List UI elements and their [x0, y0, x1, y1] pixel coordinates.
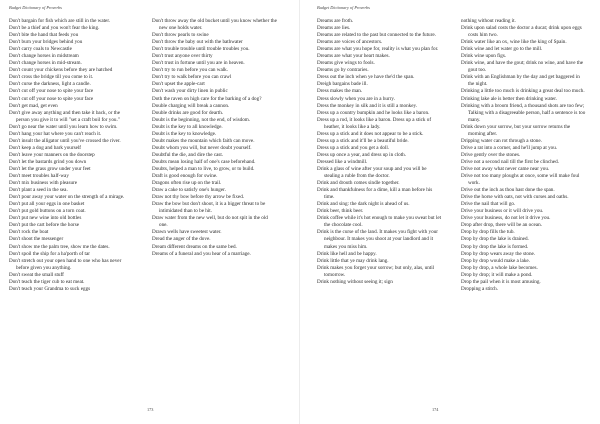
proverb-entry: Don't let the bastards grind you down: [9, 158, 87, 165]
proverb-entry: Drink water like an ox, wine like the king of Spain.: [461, 39, 567, 46]
proverb-column-2: [152, 18, 277, 258]
proverb-entry: Don't change horses in mid-stream.: [9, 60, 82, 67]
proverb-entry: Dread the anger of the dove.: [152, 236, 211, 243]
proverb-entry: Don't hang your hat where you can't reach it.: [9, 130, 102, 137]
proverb-entry: Dragons often rise up on the trail.: [152, 180, 222, 187]
proverb-entry: Drawn wells have sweetest water.: [152, 229, 222, 236]
proverb-entry: Drink beer, think beer.: [317, 208, 364, 215]
proverb-entry: Drink wine upon figs.: [461, 53, 507, 60]
proverb-entry: Drive the horse with oats, not with curses and oaths.: [461, 194, 569, 201]
page-number: 173: [147, 407, 154, 412]
proverb-entry: Drink and drouth comes sindle together.: [317, 180, 400, 187]
proverb-entry: Dreams are froth.: [317, 18, 354, 24]
proverb-entry: Don't stretch out your open hand to one who has never before given you anything.: [9, 257, 122, 271]
proverb-entry: Don't insult the alligator until you've crossed the river.: [9, 137, 121, 144]
proverb-entry: Dreigh bargains bade ill.: [317, 81, 368, 88]
proverb-entry: Don't let the grass grow under your feet: [9, 165, 91, 172]
proverb-entry: Dreams are lies.: [317, 25, 351, 32]
proverb-entry: Don't give away anything and then take it back, or the person you give it to will "set a craft boil for you.": [9, 109, 120, 123]
proverb-entry: Drink down your sorrow, but your sorrow returns the morning after.: [461, 123, 571, 137]
proverb-entry: Dressed like a windmill.: [317, 158, 368, 165]
proverb-entry: Drink nothing without seeing it; sign: [317, 278, 393, 285]
proverb-entry: Doubts mean losing half of one's case beforehand.: [152, 158, 256, 165]
proverb-entry: Drive gently over the stones.: [461, 151, 521, 158]
proverb-entry: Dress makes the man.: [317, 88, 363, 95]
proverb-entry: Doth the raven on high care for the barking of a dog?: [152, 95, 262, 102]
proverb-entry: Dress up once a year, and dress up in cloth.: [317, 151, 407, 158]
running-head: Budget Dictionary of Proverbs: [317, 5, 370, 10]
proverb-entry: Dress up a country bumpkin and he looks like a baron.: [317, 109, 430, 116]
proverb-entry: Double drinks are good for dearth.: [152, 109, 224, 116]
proverb-entry: Dress slowly when you are in a hurry.: [317, 95, 395, 102]
proverb-entry: Draw a cake to satisfy one's hunger.: [152, 187, 226, 194]
proverb-entry: Drop by drop, a whole lake becomes.: [461, 264, 538, 271]
proverb-entry: Drop after drop, there will be an ocean.: [461, 222, 542, 229]
proverb-entry: Doubtful the die, and dire the cast.: [152, 151, 224, 158]
proverb-entry: Don't show me the palm tree, show me the dates.: [9, 243, 110, 250]
proverb-entry: Double charging will break a cannon.: [152, 102, 230, 109]
proverb-entry: Don't put new wine into old bottles: [9, 215, 82, 222]
proverb-entry: Don't mix business with pleasure: [9, 180, 78, 187]
proverb-entry: Draw water from the new well, but do not spit in the old one.: [152, 215, 268, 229]
proverb-entry: Drink makes you forget your sorrow; but only, alas, until tomorrow.: [317, 264, 435, 278]
proverb-column-2: [461, 18, 586, 293]
proverb-entry: Dress up a stick and you get a doll.: [317, 144, 390, 151]
proverb-entry: Draw the bow but don't shoot, it is a bigger threat to be intimidated than to be hit.: [152, 201, 266, 215]
proverb-entry: Don't rock the boat: [9, 229, 49, 236]
proverb-entry: Don't count your chickens before they are hatched: [9, 67, 113, 74]
proverb-entry: Drinking lake ale is better then drinking water.: [461, 95, 557, 102]
proverb-entry: Don't trouble trouble until trouble troubles you.: [152, 46, 250, 53]
proverb-entry: Drink little that ye may drink lang.: [317, 257, 389, 264]
proverb-entry: Don't cross the bridge till you come to it.: [9, 74, 94, 81]
proverb-entry: Drink a glass of wine after your soup and you will be stealing a ruble from the doctor.: [317, 165, 427, 180]
proverb-entry: Don't shoot the messenger: [9, 236, 64, 243]
proverb-entry: Don't keep a dog and bark yourself: [9, 144, 82, 151]
proverb-entry: Dreams are what your heart makes.: [317, 53, 390, 60]
proverb-entry: Don't throw away the old bucket until you know whether the new one holds water.: [152, 18, 277, 32]
proverb-entry: Dress out the inch when ye have the'd the span.: [317, 74, 415, 81]
proverb-entry: Dress up a rod, it looks like a baron. Dress up a stick of heather, it looks like a lady.: [317, 116, 432, 130]
running-head: Budget Dictionary of Proverbs: [9, 5, 62, 10]
proverb-entry: Drop the pail when it is most amusing.: [461, 278, 541, 285]
proverb-entry: Drink with an Englishman by the day and get baggered in the night.: [461, 74, 580, 88]
proverb-entry: Dreams go by contraries.: [317, 67, 369, 74]
proverb-entry: Dreams are voices of ancestors.: [317, 39, 383, 46]
proverb-entry: Drop by drop; it will make a pond.: [461, 271, 533, 278]
proverb-entry: Drink upon salad costs the doctor a ducat; drink upon eggs costs him two.: [461, 25, 582, 39]
proverb-entry: Drive a rat into a corner, and he'll jump at you.: [461, 144, 558, 151]
proverb-entry: Don't trust anyone over thirty: [152, 53, 213, 60]
proverb-entry: Drive your business, do not let it drive you.: [461, 215, 551, 222]
proverb-entry: Don't put all your eggs in one basket: [9, 201, 85, 208]
proverb-entry: Doubt makes the mountain which faith can move.: [152, 137, 255, 144]
proverb-entry: Drive not too many ploughs at once, some will make foul work.: [461, 173, 580, 187]
proverb-entry: Drink wine, and have the gout; drink no wine, and have the gout too.: [461, 60, 584, 74]
proverb-entry: Don't meet troubles half-way: [9, 173, 69, 180]
proverb-entry: Don't upset the apple-cart: [152, 81, 205, 88]
proverb-entry: Doubts, helped a man to live, to grow, or to build.: [152, 165, 255, 172]
proverb-entry: Drop by drop the lake is drained.: [461, 236, 529, 243]
proverb-entry: Drive not a second nail till the first be clinched.: [461, 158, 559, 165]
proverb-entry: Drink wine and let water go to the mill.: [461, 46, 543, 53]
proverb-entry: Don't throw pearls to swine: [152, 32, 209, 39]
proverb-entry: Don't try to walk before you can crawl: [152, 74, 232, 81]
proverb-entry: Dripping water can rot through a stone.: [461, 137, 542, 144]
proverb-entry: Drive the nail that will go.: [461, 201, 516, 208]
proverb-entry: Don't wash your dirty linen in public: [152, 88, 228, 95]
proverb-entry: Dress up a stick and it'll be a beautiful bride.: [317, 137, 409, 144]
proverb-entry: Drop by drop would make a lake.: [461, 257, 530, 264]
proverb-column-1: [317, 18, 442, 286]
proverb-entry: Don't bargain for fish which are still in the water.: [9, 18, 111, 24]
proverb-entry: Dress up a stick and it does not appear to be a stick.: [317, 130, 424, 137]
proverb-entry: Don't bite the hand that feeds you: [9, 32, 79, 39]
proverb-entry: Drinking a little too much is drinking a great deal too much.: [461, 88, 585, 95]
proverb-entry: Drive not away what never came near you.: [461, 165, 550, 172]
proverb-entry: Dreams are related to the past but connected to the future.: [317, 32, 436, 39]
proverb-entry: Doubt whom you will, but never doubt yourself.: [152, 144, 252, 151]
proverb-entry: Drink and sing: the dark night is ahead of us.: [317, 201, 410, 208]
proverb-entry: Don't burn your bridges behind you: [9, 39, 83, 46]
proverb-entry: Don't curse the darkness, light a candle.: [9, 81, 91, 88]
proverb-entry: Don't cut off your nose to spite your face: [9, 95, 94, 102]
proverb-entry: Don't be a thief and you won't fear the king.: [9, 25, 100, 32]
proverb-entry: Drinking with a broom friend, a thousand shots are too few; Talking with a disagreeable person, half a sentence is too many.: [461, 102, 586, 123]
proverb-entry: Draft is good enough for swine.: [152, 173, 218, 180]
proverb-entry: Don't put gold buttons on a torn coat.: [9, 208, 86, 215]
proverb-entry: Dress the monkey in silk and it is still a monkey.: [317, 102, 418, 109]
proverb-entry: Don't carry coals to Newcastle: [9, 46, 72, 53]
proverb-entry: Don't pour away your water on the strength of a mirage.: [9, 194, 125, 201]
proverb-entry: Don't get mad, get even: [9, 102, 58, 109]
proverb-entry: Don't teach your Grandma to suck eggs: [9, 285, 91, 292]
page-number: 174: [432, 407, 439, 412]
proverb-entry: Draw not thy bow before thy arrow be fixed.: [152, 194, 245, 201]
proverb-entry: Don't put the cart before the horse: [9, 222, 80, 229]
proverb-entry: Doubt is the key to knowledge.: [152, 130, 217, 137]
proverb-entry: Don't sweat the small stuff: [9, 271, 64, 278]
proverb-entry: Drive your business or it will drive you.: [461, 208, 544, 215]
proverb-entry: Drink like hell and be happy.: [317, 250, 377, 257]
proverb-entry: Dreams give wings to fools.: [317, 60, 375, 67]
proverb-entry: Dream different dreams on the same bed.: [152, 243, 237, 250]
proverb-entry: nothing without reading it.: [461, 18, 516, 24]
proverb-entry: Drink is the curse of the land. It makes you fight with your neighbour. It makes you shoot at your landlord and it makes you miss him.: [317, 229, 438, 250]
proverb-entry: Doubt is the beginning, not the end, of wisdom.: [152, 116, 251, 123]
proverb-entry: Doubt is the key to all knowledge.: [152, 123, 223, 130]
proverb-entry: Don't cut off your nose to spite your face: [9, 88, 94, 95]
proverb-entry: Don't plant a seed in the sea.: [9, 187, 68, 194]
proverb-entry: Don't teach the tiger cub to eat meat.: [9, 278, 85, 285]
proverb-entry: Dreams are what you hope for, reality is what you plan for.: [317, 46, 439, 53]
proverb-entry: Don't leave your manners on the doorstep: [9, 151, 95, 158]
proverb-entry: Don't go near the water until you learn how to swim.: [9, 123, 118, 130]
proverb-entry: Don't try to run before you can walk.: [152, 67, 229, 74]
right-page: [300, 0, 600, 424]
proverb-entry: Drop by drop the lake is formed.: [461, 243, 529, 250]
proverb-entry: Don't throw the baby out with the bathwater: [152, 39, 243, 46]
proverb-entry: Dreams of a funeral and you hear of a marriage.: [152, 250, 251, 257]
proverb-entry: Drive out the inch as thou hast done the span.: [461, 187, 555, 194]
proverb-entry: Drop by drop wears away the stone.: [461, 250, 536, 257]
proverb-entry: Dropping a stitch.: [461, 285, 498, 292]
proverb-entry: Drop by drop fills the tub.: [461, 229, 515, 236]
proverb-entry: Drink coffee while it's hot enough to make you sweat but let the chocolate cool.: [317, 215, 442, 229]
proverb-column-1: [9, 18, 134, 293]
proverb-entry: Don't spoil the ship for a ha'porth of tar: [9, 250, 90, 257]
proverb-entry: Don't change horses in midstream: [9, 53, 79, 60]
proverb-entry: Don't trust in fortune until you are in heaven.: [152, 60, 245, 67]
proverb-entry: Drink and thankfulness for a dime, kill a man before his time.: [317, 187, 433, 201]
